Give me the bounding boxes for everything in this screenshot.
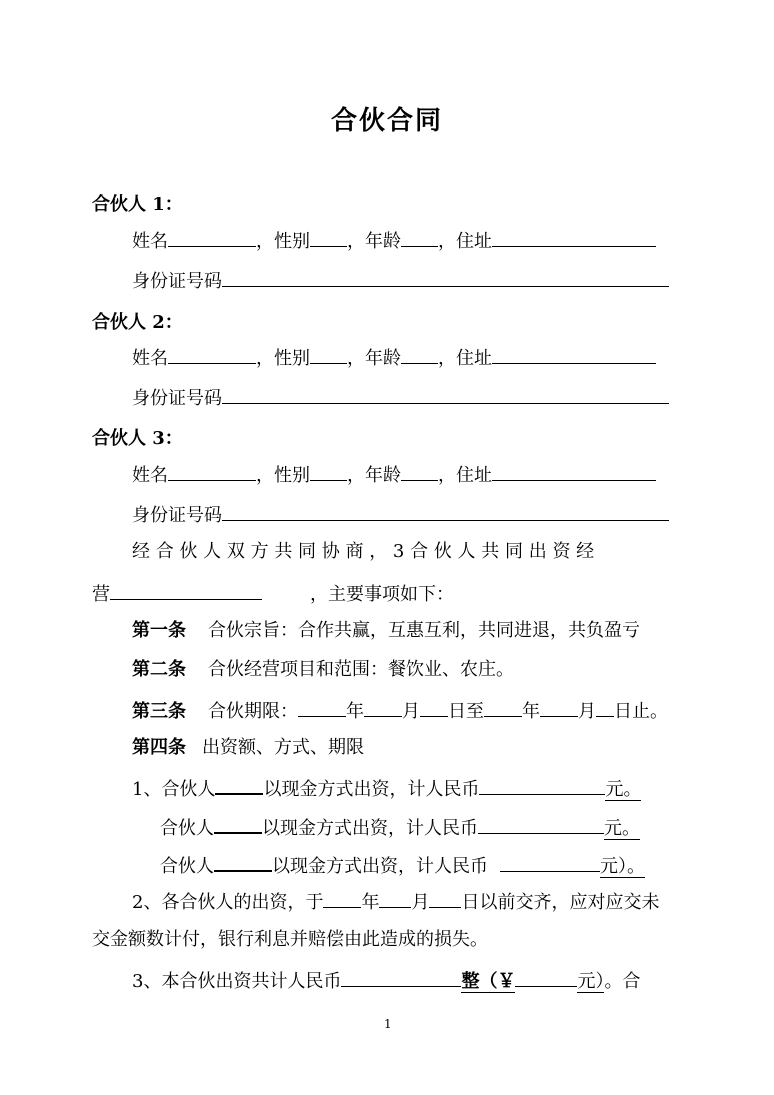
start-year-blank[interactable] bbox=[298, 698, 346, 717]
day-from-label: 日至 bbox=[448, 701, 484, 722]
clause-3-prefix: 3、本合伙出资共计人民币 bbox=[132, 971, 342, 992]
yuan-close-label: 元）。 bbox=[600, 856, 645, 877]
gender-blank[interactable] bbox=[310, 462, 347, 481]
year-label: 年 bbox=[361, 892, 380, 913]
name-blank[interactable] bbox=[168, 228, 256, 247]
name-label: 姓名 bbox=[132, 231, 168, 252]
partner-3-header: 合伙人 3： bbox=[92, 428, 183, 449]
intro-line-1: 经 合 伙 人 双 方 共 同 协 商 ， 3 合 伙 人 共 同 出 资 经 bbox=[132, 541, 595, 562]
clause-2-prefix: 2、各合伙人的出资，于 bbox=[132, 892, 324, 913]
id-label: 身份证号码 bbox=[132, 271, 222, 292]
id-blank[interactable] bbox=[222, 502, 669, 521]
contribution-line-1 bbox=[132, 775, 641, 801]
yuan-label: 元。 bbox=[605, 779, 642, 800]
article-2-text: 合伙经营项目和范围：餐饮业、农庄。 bbox=[208, 659, 514, 680]
business-blank[interactable] bbox=[110, 581, 262, 600]
contribution-line-3 bbox=[160, 852, 645, 878]
deadline-month-blank[interactable] bbox=[379, 889, 411, 908]
yuan-label: 元。 bbox=[604, 818, 640, 839]
clause-3-tail: 。合 bbox=[604, 971, 641, 992]
gender-label: ，性别 bbox=[256, 465, 310, 486]
age-label: ，年龄 bbox=[347, 348, 401, 369]
partner-1-id-line bbox=[132, 268, 669, 293]
clause-3-line bbox=[132, 968, 640, 993]
address-blank[interactable] bbox=[492, 228, 656, 247]
contributor-blank[interactable] bbox=[215, 775, 263, 795]
end-year-blank[interactable] bbox=[484, 698, 522, 717]
address-blank[interactable] bbox=[492, 462, 656, 481]
address-blank[interactable] bbox=[492, 345, 656, 364]
article-1 bbox=[132, 620, 640, 642]
id-label: 身份证号码 bbox=[132, 388, 222, 409]
article-2-head: 第二条 bbox=[132, 659, 186, 680]
intro-business-label: 营 bbox=[92, 584, 110, 605]
contribution-text: 以现金方式出资，计人民币 bbox=[272, 856, 488, 877]
address-label: ，住址 bbox=[438, 231, 492, 252]
total-amount-blank[interactable] bbox=[341, 968, 461, 987]
age-label: ，年龄 bbox=[347, 465, 401, 486]
amount-blank[interactable] bbox=[479, 776, 605, 795]
partner-label: 1、合伙人 bbox=[132, 779, 216, 800]
id-blank[interactable] bbox=[222, 385, 669, 404]
partner-1-info-line bbox=[132, 228, 656, 253]
start-month-blank[interactable] bbox=[364, 698, 402, 717]
gender-label: ，性别 bbox=[256, 231, 310, 252]
document-title: 合伙合同 bbox=[331, 106, 444, 136]
amount-blank[interactable] bbox=[500, 853, 600, 872]
age-blank[interactable] bbox=[401, 228, 438, 247]
name-label: 姓名 bbox=[132, 465, 168, 486]
partner-2-info-line bbox=[132, 345, 656, 370]
article-3-head: 第三条 bbox=[132, 701, 186, 722]
contribution-text: 以现金方式出资，计人民币 bbox=[262, 818, 478, 839]
month-label: 月 bbox=[578, 701, 596, 722]
partner-3-info-line bbox=[132, 462, 656, 487]
contribution-line-2 bbox=[160, 814, 640, 840]
partner-1-header: 合伙人 1： bbox=[92, 194, 183, 215]
age-blank[interactable] bbox=[401, 345, 438, 364]
gender-blank[interactable] bbox=[310, 345, 347, 364]
month-label: 月 bbox=[402, 701, 420, 722]
yuan-close-label: 元） bbox=[577, 971, 605, 992]
age-label: ，年龄 bbox=[347, 231, 401, 252]
age-blank[interactable] bbox=[401, 462, 438, 481]
deadline-day-blank[interactable] bbox=[429, 889, 461, 908]
contributor-blank[interactable] bbox=[214, 814, 262, 834]
contributor-blank[interactable] bbox=[214, 852, 272, 872]
day-until-label: 日止。 bbox=[614, 701, 668, 722]
zheng-label: 整（￥ bbox=[461, 971, 516, 992]
partner-2-id-line bbox=[132, 385, 669, 410]
clause-2-line-2: 交金额数计付，银行利息并赔偿由此造成的损失。 bbox=[92, 929, 488, 950]
article-4-text: 出资额、方式、期限 bbox=[202, 737, 364, 758]
deadline-year-blank[interactable] bbox=[323, 889, 361, 908]
article-1-text: 合伙宗旨：合作共赢，互惠互利，共同进退，共负盈亏 bbox=[208, 620, 640, 641]
start-day-blank[interactable] bbox=[420, 698, 448, 717]
amount-blank[interactable] bbox=[478, 815, 604, 834]
name-blank[interactable] bbox=[168, 462, 256, 481]
partner-label: 合伙人 bbox=[160, 856, 214, 877]
partner-2-header: 合伙人 2： bbox=[92, 312, 183, 333]
total-figure-blank[interactable] bbox=[515, 968, 577, 987]
end-month-blank[interactable] bbox=[540, 698, 578, 717]
gender-label: ，性别 bbox=[256, 348, 310, 369]
partner-label: 合伙人 bbox=[160, 818, 214, 839]
name-blank[interactable] bbox=[168, 345, 256, 364]
article-4-head: 第四条 bbox=[132, 737, 186, 758]
partner-3-id-line bbox=[132, 502, 669, 527]
id-blank[interactable] bbox=[222, 268, 669, 287]
page-number: 1 bbox=[384, 1017, 392, 1031]
address-label: ，住址 bbox=[438, 465, 492, 486]
article-4 bbox=[132, 737, 364, 759]
contribution-text: 以现金方式出资，计人民币 bbox=[263, 779, 480, 800]
end-day-blank[interactable] bbox=[596, 698, 614, 717]
gender-blank[interactable] bbox=[310, 228, 347, 247]
address-label: ，住址 bbox=[438, 348, 492, 369]
id-label: 身份证号码 bbox=[132, 505, 222, 526]
name-label: 姓名 bbox=[132, 348, 168, 369]
article-2 bbox=[132, 659, 514, 681]
month-label: 月 bbox=[411, 892, 430, 913]
year-label: 年 bbox=[522, 701, 540, 722]
article-3-text: 合伙期限： bbox=[208, 701, 298, 722]
intro-line-2 bbox=[92, 581, 454, 606]
article-3 bbox=[132, 698, 668, 723]
intro-tail: ，主要事项如下： bbox=[310, 584, 454, 605]
clause-2-line-1 bbox=[132, 889, 659, 914]
article-1-head: 第一条 bbox=[132, 620, 186, 641]
clause-2-rest: 日以前交齐，应对应交未 bbox=[461, 892, 660, 913]
year-label: 年 bbox=[346, 701, 364, 722]
